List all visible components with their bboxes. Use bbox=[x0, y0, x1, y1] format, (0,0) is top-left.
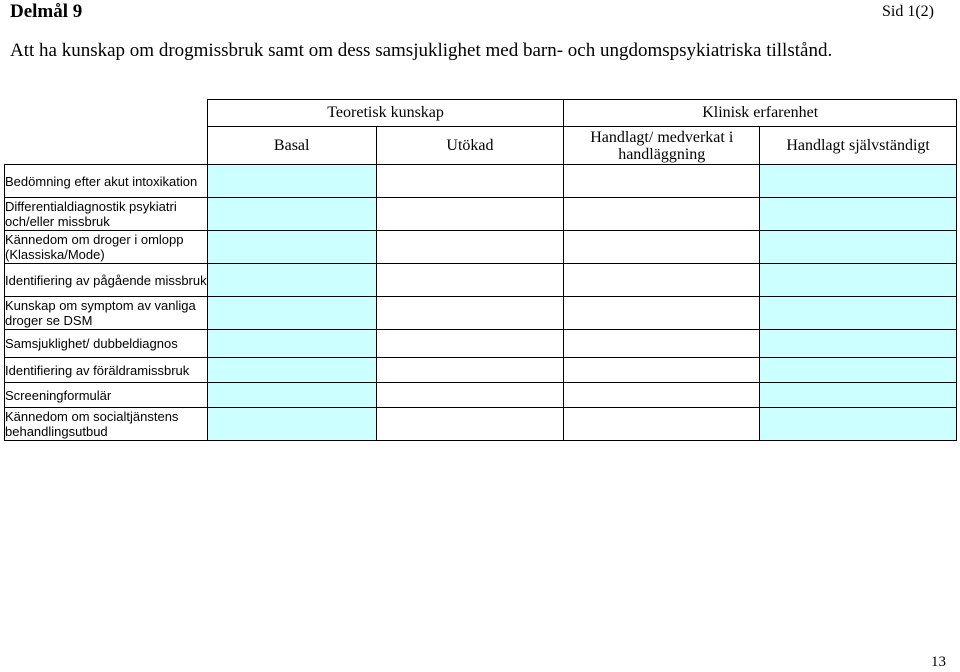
cell-utokad[interactable] bbox=[376, 383, 564, 408]
row-label: Differentialdiagnostik psykiatri och/eller missbruk bbox=[5, 198, 208, 231]
cell-utokad[interactable] bbox=[376, 165, 564, 198]
cell-handlagt-sjalvstandigt[interactable] bbox=[760, 231, 957, 264]
cell-handlagt-medverkat[interactable] bbox=[564, 231, 760, 264]
goal-description: Att ha kunskap om drogmissbruk samt om dess samsjuklighet med barn- och ungdomspsykiatriska tillstånd. bbox=[10, 40, 833, 61]
cell-basal[interactable] bbox=[207, 264, 376, 297]
page-indicator: Sid 1(2) bbox=[882, 3, 934, 20]
cell-handlagt-sjalvstandigt[interactable] bbox=[760, 264, 957, 297]
row-label: Screeningformulär bbox=[5, 383, 208, 408]
row-label: Identifiering av pågående missbruk bbox=[5, 264, 208, 297]
table-row bbox=[5, 264, 957, 297]
column-header-utokad: Utökad bbox=[376, 127, 564, 165]
cell-utokad[interactable] bbox=[376, 264, 564, 297]
cell-utokad[interactable] bbox=[376, 297, 564, 330]
row-label: Kännedom om socialtjänstens behandlingsutbud bbox=[5, 408, 208, 441]
cell-handlagt-sjalvstandigt[interactable] bbox=[760, 330, 957, 358]
cell-utokad[interactable] bbox=[376, 358, 564, 383]
cell-utokad[interactable] bbox=[376, 408, 564, 441]
row-label: Kännedom om droger i omlopp (Klassiska/Mode) bbox=[5, 231, 208, 264]
table-body bbox=[5, 165, 957, 441]
theory-group-header: Teoretisk kunskap bbox=[207, 100, 564, 127]
cell-basal[interactable] bbox=[207, 358, 376, 383]
cell-handlagt-sjalvstandigt[interactable] bbox=[760, 165, 957, 198]
cell-handlagt-sjalvstandigt[interactable] bbox=[760, 358, 957, 383]
cell-basal[interactable] bbox=[207, 383, 376, 408]
row-label: Identifiering av föräldramissbruk bbox=[5, 358, 208, 383]
competence-table bbox=[4, 99, 957, 441]
cell-handlagt-medverkat[interactable] bbox=[564, 264, 760, 297]
cell-basal[interactable] bbox=[207, 330, 376, 358]
cell-basal[interactable] bbox=[207, 165, 376, 198]
page-number: 13 bbox=[931, 654, 946, 670]
cell-basal[interactable] bbox=[207, 198, 376, 231]
table-row bbox=[5, 383, 957, 408]
cell-handlagt-medverkat[interactable] bbox=[564, 408, 760, 441]
table-row bbox=[5, 358, 957, 383]
cell-handlagt-medverkat[interactable] bbox=[564, 165, 760, 198]
cell-handlagt-sjalvstandigt[interactable] bbox=[760, 408, 957, 441]
cell-handlagt-sjalvstandigt[interactable] bbox=[760, 198, 957, 231]
cell-utokad[interactable] bbox=[376, 231, 564, 264]
cell-handlagt-medverkat[interactable] bbox=[564, 297, 760, 330]
section-title: Delmål 9 bbox=[10, 1, 83, 22]
cell-utokad[interactable] bbox=[376, 198, 564, 231]
cell-handlagt-medverkat[interactable] bbox=[564, 383, 760, 408]
row-label: Samsjuklighet/ dubbeldiagnos bbox=[5, 330, 208, 358]
column-header-handlagt-medverkat: Handlagt/ medverkat i handläggning bbox=[564, 127, 760, 165]
column-header-handlagt-sjalvstandigt: Handlagt självständigt bbox=[760, 127, 957, 165]
cell-utokad[interactable] bbox=[376, 330, 564, 358]
column-header-basal: Basal bbox=[207, 127, 376, 165]
cell-basal[interactable] bbox=[207, 408, 376, 441]
table-row bbox=[5, 330, 957, 358]
table-row bbox=[5, 198, 957, 231]
cell-basal[interactable] bbox=[207, 231, 376, 264]
table-row bbox=[5, 408, 957, 441]
table-row bbox=[5, 297, 957, 330]
cell-handlagt-medverkat[interactable] bbox=[564, 358, 760, 383]
table-corner bbox=[5, 100, 208, 165]
table-row bbox=[5, 231, 957, 264]
cell-handlagt-medverkat[interactable] bbox=[564, 198, 760, 231]
row-label: Bedömning efter akut intoxikation bbox=[5, 165, 208, 198]
cell-handlagt-medverkat[interactable] bbox=[564, 330, 760, 358]
table-row bbox=[5, 165, 957, 198]
cell-handlagt-sjalvstandigt[interactable] bbox=[760, 297, 957, 330]
cell-handlagt-sjalvstandigt[interactable] bbox=[760, 383, 957, 408]
clinical-group-header: Klinisk erfarenhet bbox=[564, 100, 957, 127]
row-label: Kunskap om symptom av vanliga droger se DSM bbox=[5, 297, 208, 330]
cell-basal[interactable] bbox=[207, 297, 376, 330]
